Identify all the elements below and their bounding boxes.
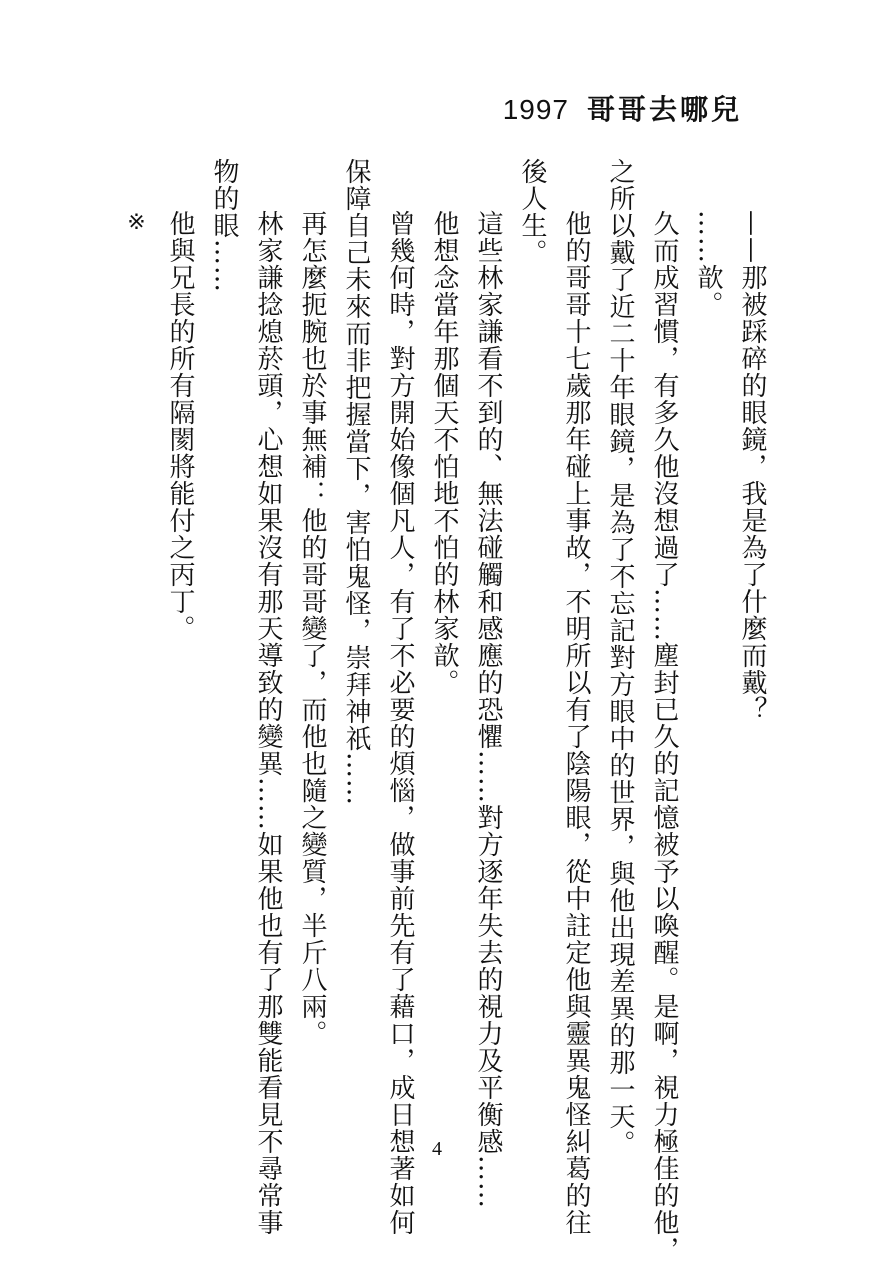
text-column: 之所以戴了近二十年眼鏡，是為了不忘記對方眼中的世界，與他出現差異的那一天。 — [605, 158, 635, 1157]
vertical-body-text — [114, 158, 774, 1263]
text-column: ……歆。 — [693, 210, 723, 318]
text-column: 久而成習慣，有多久他沒想過了……塵封已久的記憶被予以喚醒。是啊，視力極佳的他， — [649, 210, 679, 1263]
text-column: 曾幾何時，對方開始像個凡人，有了不必要的煩惱，做事前先有了藉口，成日想著如何 — [385, 210, 415, 1236]
text-column: 這些林家謙看不到的、無法碰觸和感應的恐懼……對方逐年失去的視力及平衡感…… — [473, 210, 503, 1209]
text-column: 後人生。 — [517, 158, 547, 266]
chapter-year: 1997 — [502, 94, 569, 125]
text-column: 他與兄長的所有隔閡將能付之丙丁。 — [165, 210, 195, 642]
text-column: ——那被踩碎的眼鏡，我是為了什麼而戴？ — [737, 210, 767, 723]
text-column: 他的哥哥十七歲那年碰上事故，不明所以有了陰陽眼，從中註定他與靈異鬼怪糾葛的往 — [561, 210, 591, 1236]
section-separator: ※ — [124, 210, 149, 236]
text-column: 再怎麼扼腕也於事無補：他的哥哥變了，而他也隨之變質，半斤八兩。 — [297, 210, 327, 1047]
text-column: 保障自己未來而非把握當下，害怕鬼怪，崇拜神祇…… — [341, 158, 371, 806]
text-column: 他想念當年那個天不怕地不怕的林家歆。 — [429, 210, 459, 696]
text-column: 物的眼…… — [209, 158, 239, 293]
chapter-name: 哥哥去哪兒 — [586, 93, 742, 126]
chapter-title — [503, 88, 742, 128]
text-column: 林家謙捻熄菸頭，心想如果沒有那天導致的變異……如果他也有了那雙能看見不尋常事 — [253, 210, 283, 1236]
page-number: 4 — [432, 1138, 442, 1160]
